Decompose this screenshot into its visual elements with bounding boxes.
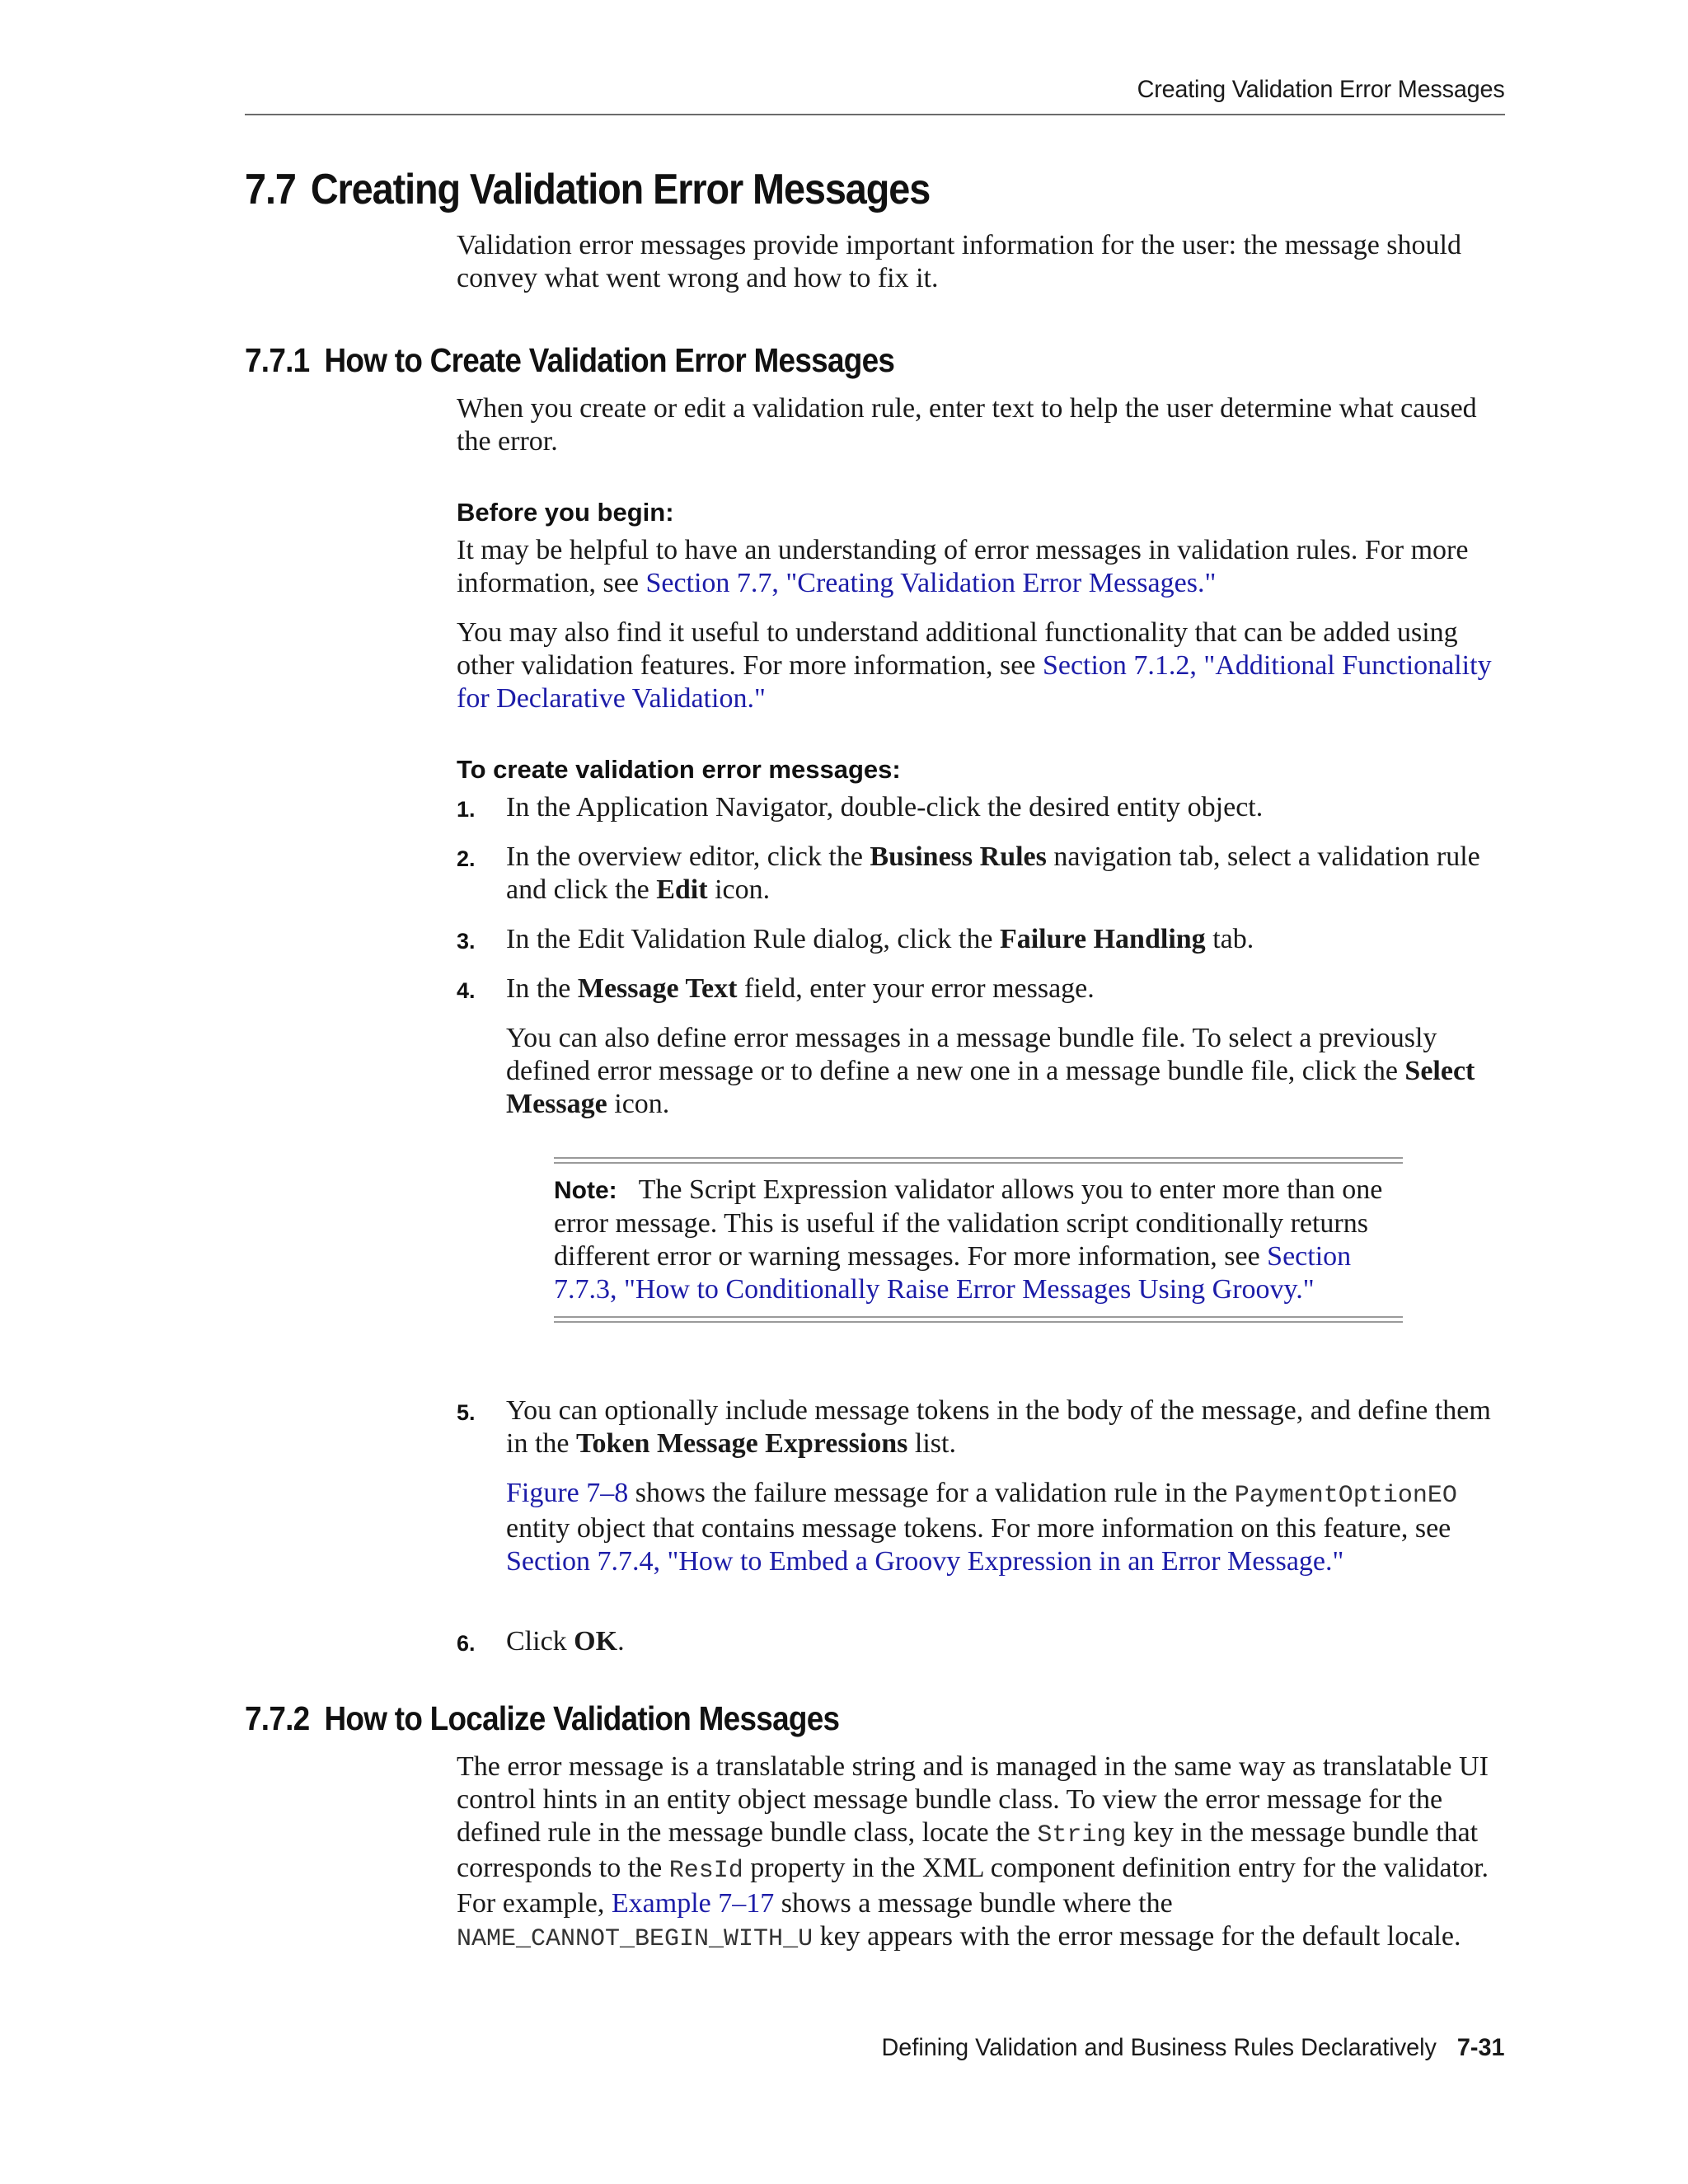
before-paragraph-1: It may be helpful to have an understanding of error messages in validation rules. For more information, see Section 7.7, "Creating Validation Error Messages." (457, 535, 1469, 598)
section-intro: Validation error messages provide important information for the user: the message should convey what went wrong and how to fix it. (457, 230, 1461, 293)
running-header: Creating Validation Error Messages (1137, 76, 1505, 103)
step-number: 1. (457, 797, 476, 822)
subsection-heading-771 (245, 341, 894, 380)
link-section-7-7-4[interactable]: Section 7.7.4, "How to Embed a Groovy Expression in an Error Message." (506, 1546, 1344, 1577)
localize-paragraph: The error message is a translatable string and is managed in the same way as translatable UI control hints in an entity object message bundle class. To view the error message for the defined rule in the message bundle class, locate the String key in the message bundle that corresponds to the ResId property in the XML component definition entry for the validator. For example, Example 7–17 shows a message bundle where the NAME_CANNOT_BEGIN_WITH_U key appears with the error message for the default locale. (457, 1751, 1489, 1953)
page-footer (882, 2034, 1505, 2062)
code-name-cannot-begin-with-u: NAME_CANNOT_BEGIN_WITH_U (457, 1925, 814, 1953)
link-figure-7-8[interactable]: Figure 7–8 (506, 1478, 629, 1508)
section-title: Creating Validation Error Messages (310, 166, 931, 213)
step-1: 1. In the Application Navigator, double-click the desired entity object. (457, 791, 1512, 824)
code-string: String (1037, 1821, 1127, 1849)
step-5: 5. You can optionally include message tokens in the body of the message, and define them in the Token Message Expressions list. Figure 7–8 shows the failure message for a validation rule in the PaymentOptionEO entity object that contains message tokens. For more information on this feature, see Section 7.7.4, "How to Embed a Groovy Expression in an Error Message." (457, 1395, 1491, 1577)
subsection-heading-772 (245, 1699, 839, 1738)
step-number: 4. (457, 978, 476, 1003)
step-number: 2. (457, 846, 476, 871)
procedure-heading: To create validation error messages: (457, 755, 901, 784)
note-text: Note: The Script Expression validator allows you to enter more than one error message. This is useful if the validation script conditionally returns different error or warning messages. For more information, see Section 7.7.3, "How to Conditionally Raise Error Messages Using Groovy." (554, 1174, 1383, 1305)
note-box (554, 1157, 1403, 1323)
before-paragraph-2: You may also find it useful to understand additional functionality that can be added using other validation features. For more information, see Section 7.1.2, "Additional Functionality for Declarative Validation." (457, 617, 1492, 714)
step-number: 5. (457, 1400, 476, 1425)
before-you-begin-heading: Before you begin: (457, 498, 674, 527)
step-4: 4. In the Message Text field, enter your error message. You can also define error messages in a message bundle file. To select a previously defined error message or to define a new one in a message bundle file, click the Select Message icon. (457, 973, 1475, 1119)
subsection-number: 7.7.1 (245, 341, 310, 379)
subsection-number: 7.7.2 (245, 1699, 310, 1737)
note-top-rule (554, 1157, 1403, 1164)
code-paymentoptioneo: PaymentOptionEO (1234, 1482, 1457, 1510)
header-rule (245, 114, 1505, 115)
note-label: Note: (554, 1177, 617, 1204)
section-heading (245, 165, 930, 214)
link-example-7-17[interactable]: Example 7–17 (611, 1888, 775, 1919)
step-3: 3. In the Edit Validation Rule dialog, click the Failure Handling tab. (457, 923, 1512, 956)
link-section-7-7[interactable]: Section 7.7, "Creating Validation Error Messages." (645, 568, 1217, 598)
subsection-title: How to Localize Validation Messages (324, 1699, 840, 1737)
link-section-7-1-2[interactable]: Section 7.1.2, "Additional Functionality for Declarative Validation." (457, 650, 1492, 714)
note-bottom-rule (554, 1316, 1403, 1323)
code-resid: ResId (668, 1857, 743, 1885)
subsection-intro: When you create or edit a validation rule, enter text to help the user determine what caused the error. (457, 393, 1477, 457)
footer-title: Defining Validation and Business Rules Declaratively (881, 2034, 1437, 2061)
step-number: 6. (457, 1631, 476, 1656)
step-6: 6. Click OK. (457, 1625, 1512, 1658)
link-section-7-7-3[interactable]: Section 7.7.3, "How to Conditionally Raise Error Messages Using Groovy." (554, 1241, 1352, 1305)
step-2: 2. In the overview editor, click the Business Rules navigation tab, select a validation rule and click the Edit icon. (457, 841, 1480, 905)
subsection-title: How to Create Validation Error Messages (324, 341, 895, 379)
page-number: 7-31 (1457, 2034, 1505, 2061)
section-number: 7.7 (245, 166, 296, 213)
step-number: 3. (457, 929, 476, 954)
